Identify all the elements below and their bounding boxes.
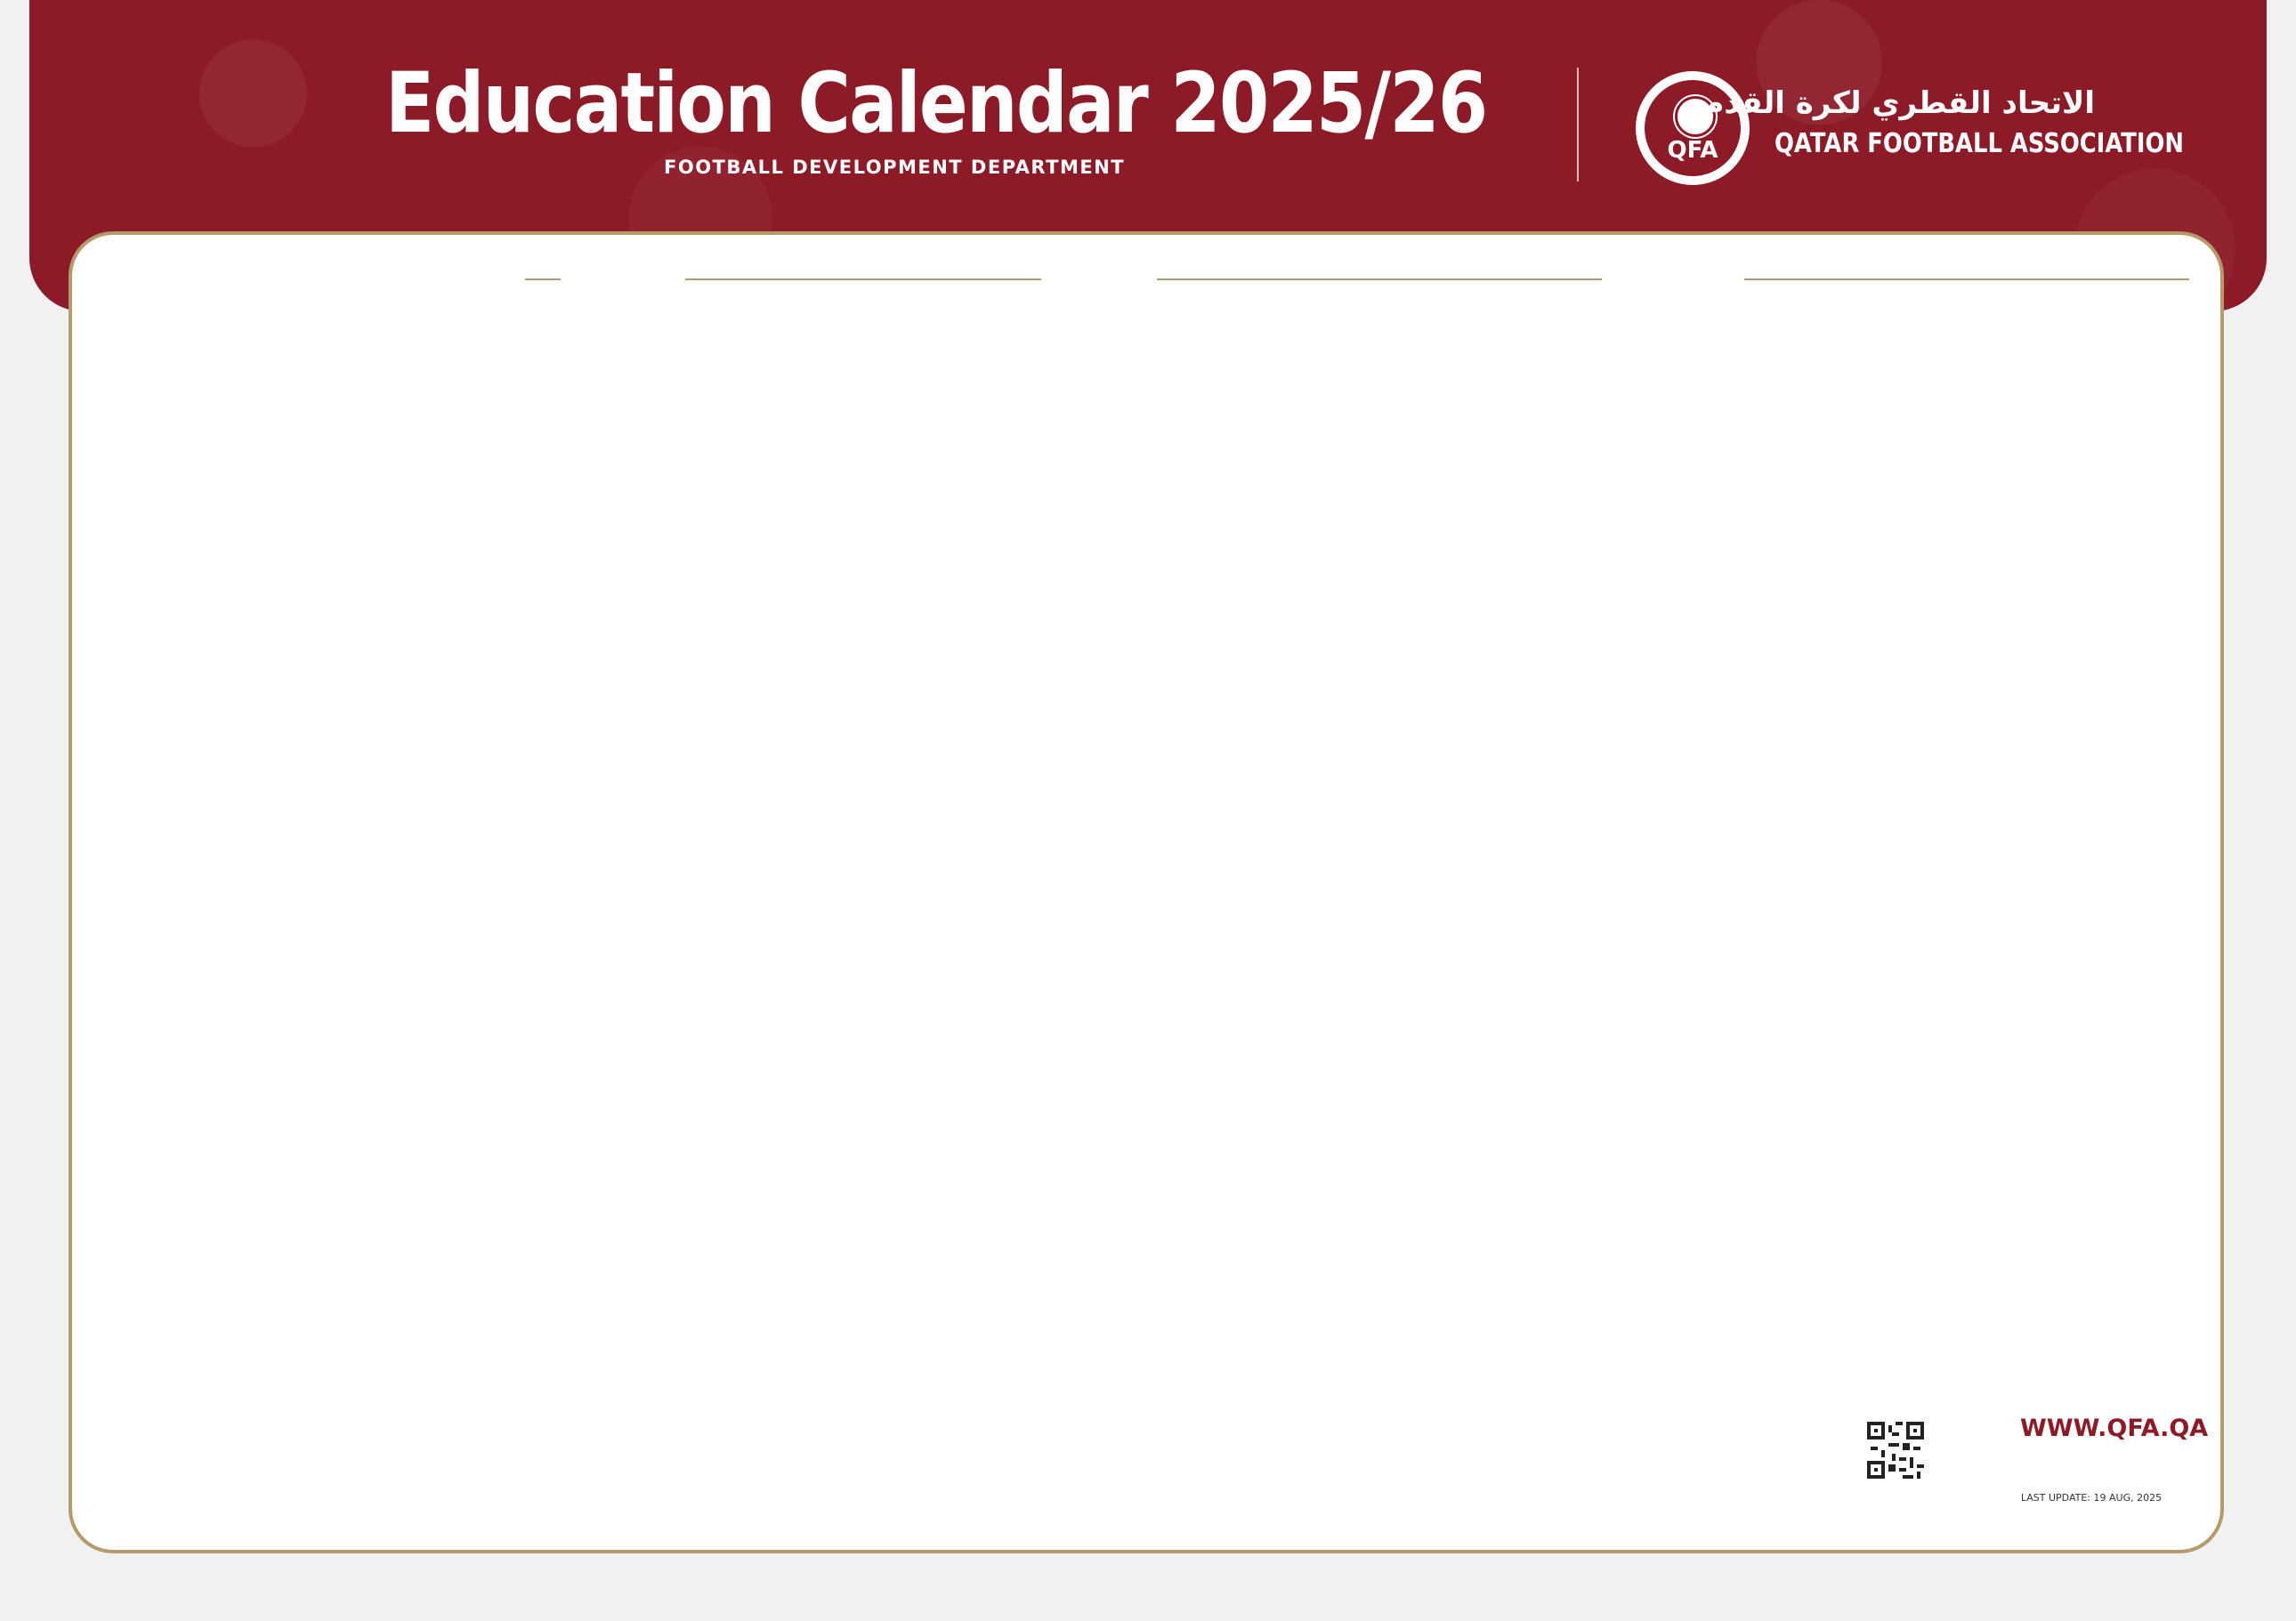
- qr-code-icon[interactable]: [1867, 1422, 1924, 1479]
- org-name-arabic: الاتحاد القطري لكرة القدم: [1702, 85, 2095, 121]
- logo-text: QFA: [1667, 137, 1718, 164]
- year-label-bg: [570, 263, 673, 299]
- org-name-english: QATAR FOOTBALL ASSOCIATION: [1775, 128, 2185, 159]
- page-title: Education Calendar 2025/26: [385, 55, 1487, 152]
- year-rule: [1157, 278, 1602, 280]
- website-link[interactable]: WWW.QFA.QA: [2020, 1415, 2209, 1442]
- year-rule: [685, 278, 1041, 280]
- page-subtitle: FOOTBALL DEVELOPMENT DEPARTMENT: [664, 157, 1126, 178]
- year-rule: [1744, 278, 2189, 280]
- last-update-text: LAST UPDATE: 19 AUG, 2025: [2020, 1492, 2163, 1504]
- year-rule: [525, 278, 561, 280]
